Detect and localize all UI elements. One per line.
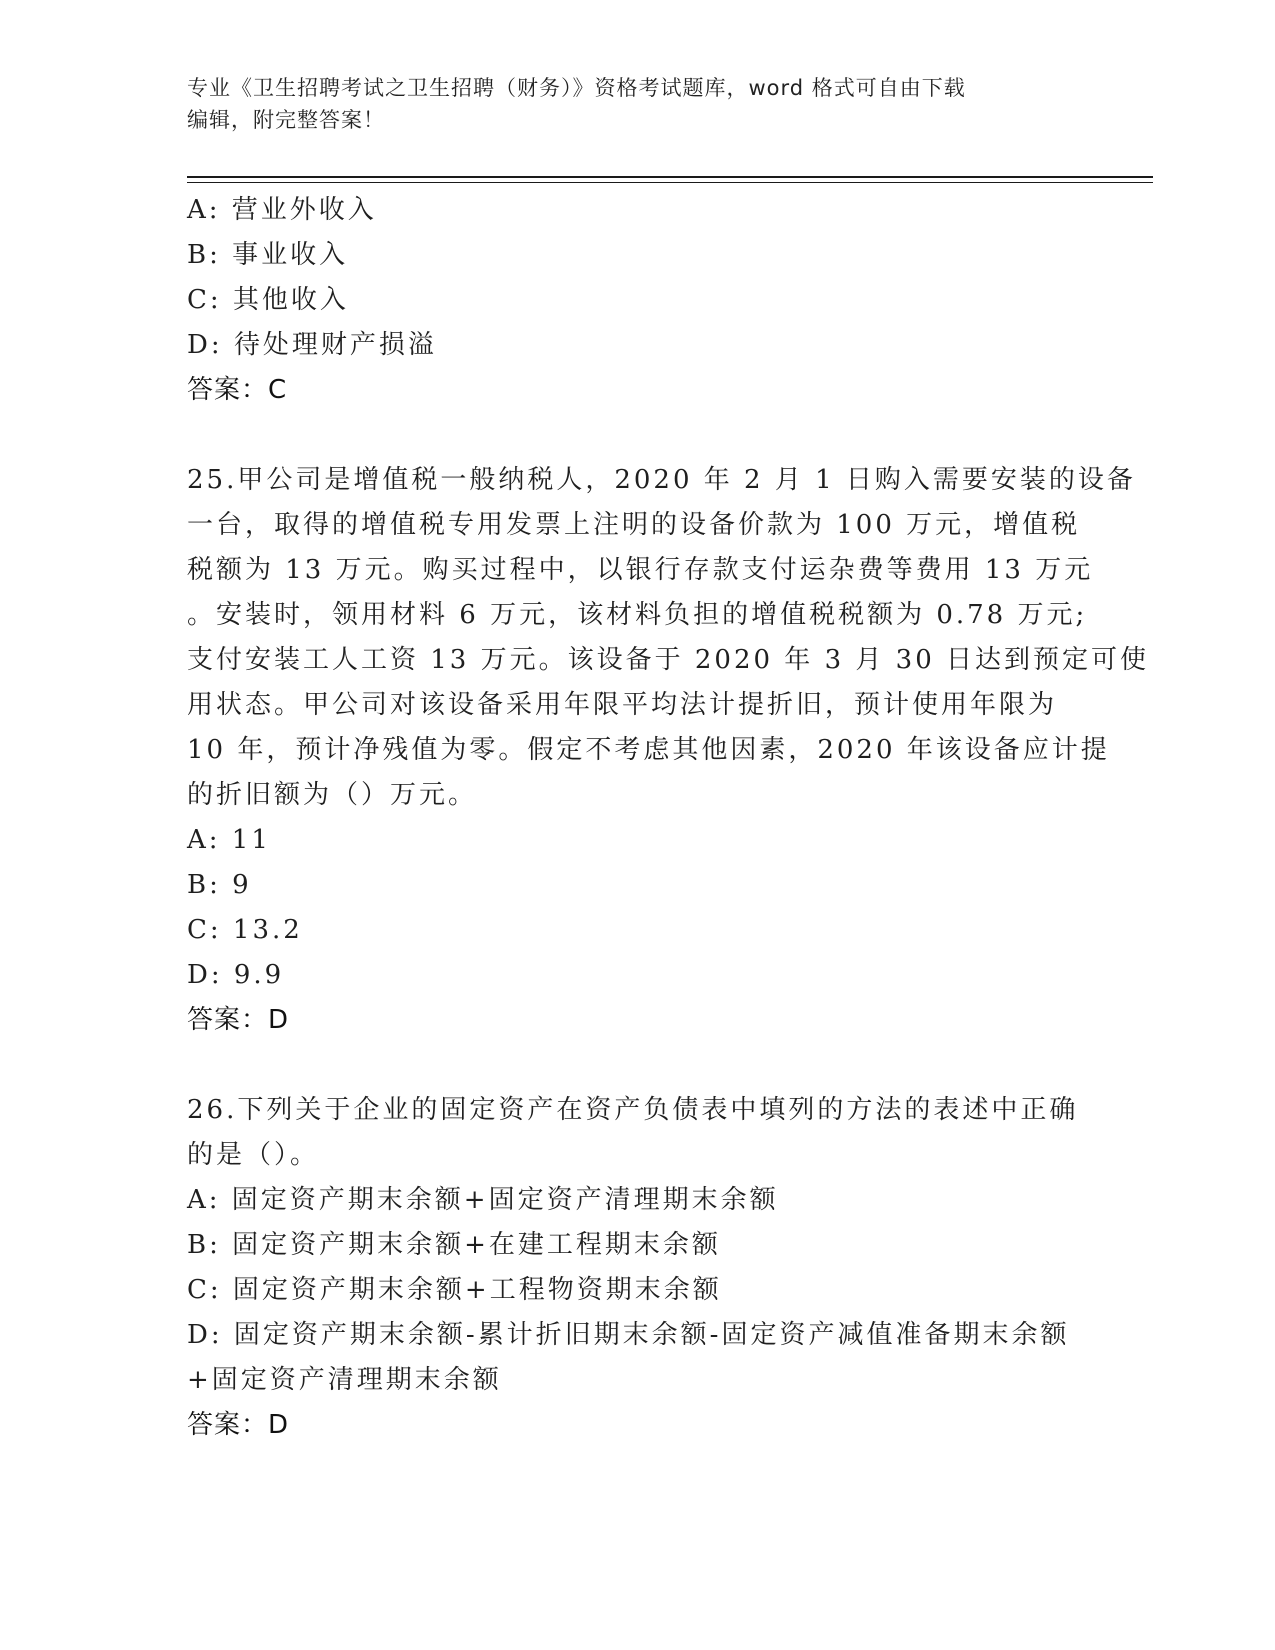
question-stem-line: 税额为 13 万元。购买过程中，以银行存款支付运杂费等费用 13 万元 — [187, 555, 1094, 585]
option-c: C: 其他收入 — [187, 285, 349, 315]
option-b: B: 事业收入 — [187, 240, 349, 270]
spacer — [187, 1043, 1087, 1088]
question-stem-line: 。安装时，领用材料 6 万元，该材料负担的增值税税额为 0.78 万元; — [187, 600, 1088, 630]
answer: 答案：C — [187, 375, 288, 405]
option-c: C: 13.2 — [187, 915, 303, 945]
question-26 — [187, 1088, 1087, 1448]
option-a: A: 11 — [187, 825, 271, 855]
question-25 — [187, 458, 1149, 1043]
question-stem-line: 的折旧额为（）万元。 — [187, 780, 478, 810]
option-d: D: 固定资产期末余额-累计折旧期末余额-固定资产减值准备期末余额 — [187, 1320, 1070, 1350]
answer: 答案：D — [187, 1005, 290, 1035]
option-a: A: 固定资产期末余额+固定资产清理期末余额 — [187, 1185, 779, 1215]
option-d: D: 待处理财产损溢 — [187, 330, 437, 360]
header-divider-thick — [187, 176, 1153, 178]
document-header — [187, 72, 1077, 136]
question-content — [187, 188, 1149, 1448]
answer: 答案：D — [187, 1410, 290, 1440]
option-d: D: 9.9 — [187, 960, 285, 990]
header-line-2: 编辑，附完整答案！ — [187, 108, 385, 132]
option-a: A: 营业外收入 — [187, 195, 377, 225]
question-stem-line: 26.下列关于企业的固定资产在资产负债表中填列的方法的表述中正确 — [187, 1095, 1079, 1125]
option-c: C: 固定资产期末余额+工程物资期末余额 — [187, 1275, 722, 1305]
question-stem-line: 一台，取得的增值税专用发票上注明的设备价款为 100 万元，增值税 — [187, 510, 1081, 540]
question-24 — [187, 188, 1087, 413]
question-stem-line: 支付安装工人工资 13 万元。该设备于 2020 年 3 月 30 日达到预定可使 — [187, 645, 1149, 675]
header-line-1: 专业《卫生招聘考试之卫生招聘（财务）》资格考试题库，word 格式可自由下载 — [187, 76, 966, 100]
header-divider-thin — [187, 182, 1153, 183]
question-stem-line: 用状态。甲公司对该设备采用年限平均法计提折旧，预计使用年限为 — [187, 690, 1058, 720]
question-stem-line: 的是（）。 — [187, 1140, 320, 1170]
question-stem-line: 10 年，预计净残值为零。假定不考虑其他因素，2020 年该设备应计提 — [187, 735, 1110, 765]
option-d-continuation: +固定资产清理期末余额 — [187, 1365, 502, 1395]
option-b: B: 固定资产期末余额+在建工程期末余额 — [187, 1230, 721, 1260]
option-b: B: 9 — [187, 870, 252, 900]
question-stem-line: 25.甲公司是增值税一般纳税人，2020 年 2 月 1 日购入需要安装的设备 — [187, 465, 1136, 495]
spacer — [187, 413, 1087, 458]
